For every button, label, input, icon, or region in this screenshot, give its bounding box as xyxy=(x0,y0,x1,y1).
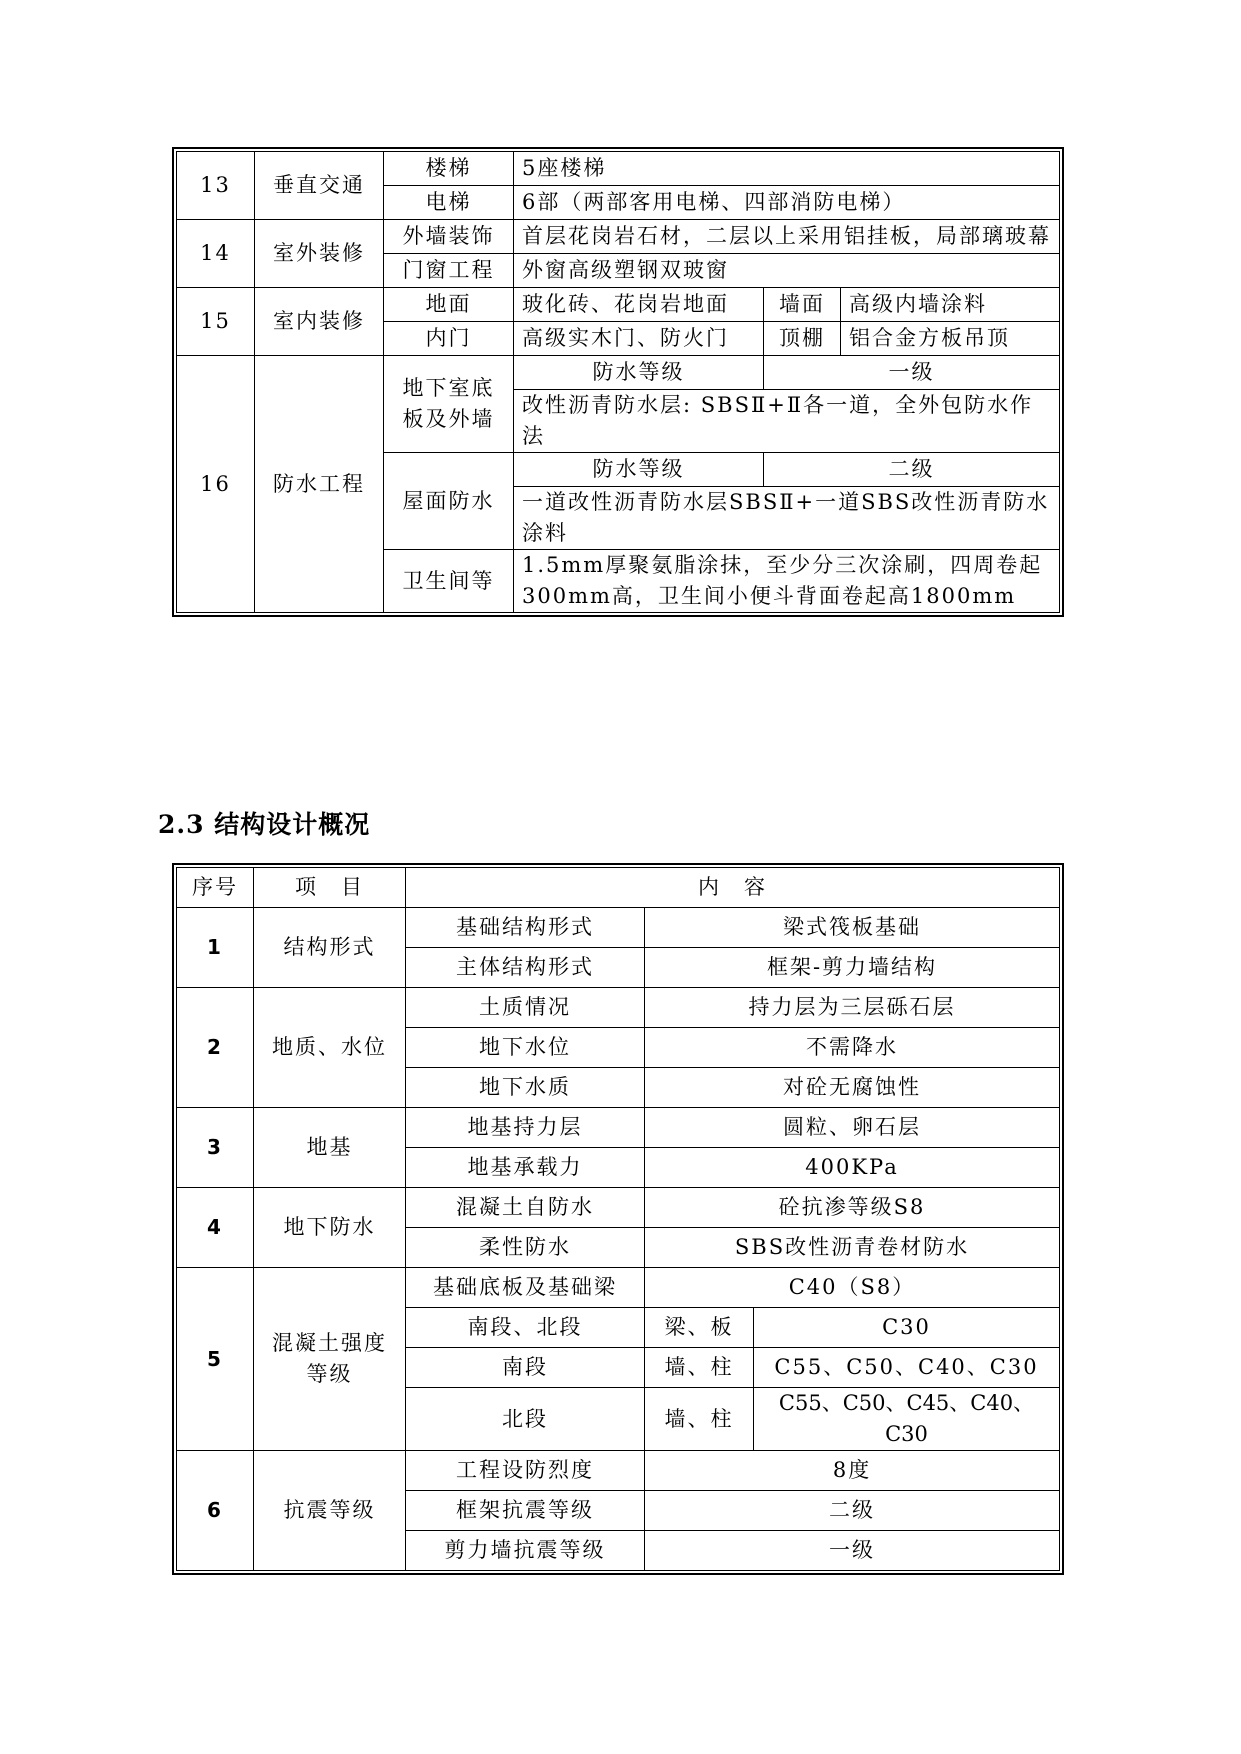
row-number: 13 xyxy=(177,152,255,220)
content-cell: 高级内墙涂料 xyxy=(841,288,1060,322)
content-cell: 高级实木门、防火门 xyxy=(514,322,764,356)
item-cell: 门窗工程 xyxy=(384,254,514,288)
content-cell: 5座楼梯 xyxy=(514,152,1060,186)
item-cell: 剪力墙抗震等级 xyxy=(406,1531,645,1571)
content-cell: 首层花岗岩石材，二层以上采用铝挂板，局部璃玻幕 xyxy=(514,220,1060,254)
row-number: 2 xyxy=(177,988,254,1108)
item-cell: 北段 xyxy=(406,1388,645,1451)
part-cell: 梁、板 xyxy=(645,1308,754,1348)
table-row xyxy=(177,1268,1060,1308)
item-cell: 地下水质 xyxy=(406,1068,645,1108)
category-cell: 垂直交通 xyxy=(255,152,384,220)
row-number: 4 xyxy=(177,1188,254,1268)
value-cell: SBS改性沥青卷材防水 xyxy=(645,1228,1060,1268)
header-no: 序号 xyxy=(177,868,254,908)
item-cell: 楼梯 xyxy=(384,152,514,186)
table-row xyxy=(177,220,1060,254)
item-cell: 混凝土自防水 xyxy=(406,1188,645,1228)
structure-design-table xyxy=(176,867,1060,1571)
item-cell: 地面 xyxy=(384,288,514,322)
value-cell: 砼抗渗等级S8 xyxy=(645,1188,1060,1228)
item-cell: 南段、北段 xyxy=(406,1308,645,1348)
item-cell: 土质情况 xyxy=(406,988,645,1028)
table-row xyxy=(177,356,1060,390)
content-cell: 一道改性沥青防水层SBSⅡ+一道SBS改性沥青防水涂料 xyxy=(514,487,1060,550)
row-number: 15 xyxy=(177,288,255,356)
row-number: 1 xyxy=(177,908,254,988)
value-cell: 梁式筏板基础 xyxy=(645,908,1060,948)
content-cell: 改性沥青防水层: SBSⅡ+Ⅱ各一道，全外包防水作法 xyxy=(514,390,1060,453)
table-row xyxy=(177,988,1060,1028)
item-cell: 电梯 xyxy=(384,186,514,220)
section-heading: 2.3 结构设计概况 xyxy=(158,810,371,839)
category-cell: 混凝土强度等级 xyxy=(254,1268,406,1451)
value-cell: 400KPa xyxy=(645,1148,1060,1188)
item-cell: 地基承载力 xyxy=(406,1148,645,1188)
item-cell: 地基持力层 xyxy=(406,1108,645,1148)
value-cell: 8度 xyxy=(645,1451,1060,1491)
category-cell: 地下防水 xyxy=(254,1188,406,1268)
item-cell: 屋面防水 xyxy=(384,453,514,550)
value-cell: C55、C50、C45、C40、C30 xyxy=(754,1388,1060,1451)
part-cell: 墙、柱 xyxy=(645,1348,754,1388)
value-cell: C40（S8） xyxy=(645,1268,1060,1308)
item-cell: 地下室底板及外墙 xyxy=(384,356,514,453)
row-number: 5 xyxy=(177,1268,254,1451)
value-cell: C30 xyxy=(754,1308,1060,1348)
value-cell: 框架-剪力墙结构 xyxy=(645,948,1060,988)
content-cell: 玻化砖、花岗岩地面 xyxy=(514,288,764,322)
value-cell: 二级 xyxy=(645,1491,1060,1531)
category-cell: 地质、水位 xyxy=(254,988,406,1108)
table-row xyxy=(177,1188,1060,1228)
item-cell: 内门 xyxy=(384,322,514,356)
item-cell: 墙面 xyxy=(764,288,841,322)
value-cell: 对砼无腐蚀性 xyxy=(645,1068,1060,1108)
category-cell: 室外装修 xyxy=(255,220,384,288)
table-row xyxy=(177,1108,1060,1148)
item-cell: 卫生间等 xyxy=(384,550,514,613)
row-number: 6 xyxy=(177,1451,254,1571)
item-cell: 南段 xyxy=(406,1348,645,1388)
category-cell: 结构形式 xyxy=(254,908,406,988)
item-cell: 框架抗震等级 xyxy=(406,1491,645,1531)
header-content: 内 容 xyxy=(406,868,1060,908)
content-cell: 铝合金方板吊顶 xyxy=(841,322,1060,356)
category-cell: 地基 xyxy=(254,1108,406,1188)
category-cell: 抗震等级 xyxy=(254,1451,406,1571)
value-cell: 一级 xyxy=(645,1531,1060,1571)
row-number: 3 xyxy=(177,1108,254,1188)
row-number: 16 xyxy=(177,356,255,613)
value-cell: 不需降水 xyxy=(645,1028,1060,1068)
table-row xyxy=(177,1451,1060,1491)
level-label-cell: 防水等级 xyxy=(514,356,764,390)
item-cell: 基础结构形式 xyxy=(406,908,645,948)
table-header-row xyxy=(177,868,1060,908)
part-cell: 墙、柱 xyxy=(645,1388,754,1451)
item-cell: 工程设防烈度 xyxy=(406,1451,645,1491)
table-row xyxy=(177,152,1060,186)
table-row xyxy=(177,908,1060,948)
item-cell: 顶棚 xyxy=(764,322,841,356)
content-cell: 1.5mm厚聚氨脂涂抹，至少分三次涂刷，四周卷起300mm高，卫生间小便斗背面卷起高1800mm xyxy=(514,550,1060,613)
level-label-cell: 防水等级 xyxy=(514,453,764,487)
table-row xyxy=(177,288,1060,322)
category-cell: 防水工程 xyxy=(255,356,384,613)
value-cell: 持力层为三层砾石层 xyxy=(645,988,1060,1028)
row-number: 14 xyxy=(177,220,255,288)
content-cell: 6部（两部客用电梯、四部消防电梯） xyxy=(514,186,1060,220)
item-cell: 主体结构形式 xyxy=(406,948,645,988)
value-cell: 圆粒、卵石层 xyxy=(645,1108,1060,1148)
level-value-cell: 一级 xyxy=(764,356,1060,390)
header-item: 项 目 xyxy=(254,868,406,908)
item-cell: 柔性防水 xyxy=(406,1228,645,1268)
category-cell: 室内装修 xyxy=(255,288,384,356)
item-cell: 地下水位 xyxy=(406,1028,645,1068)
building-spec-table xyxy=(176,151,1060,613)
item-cell: 基础底板及基础梁 xyxy=(406,1268,645,1308)
value-cell: C55、C50、C40、C30 xyxy=(754,1348,1060,1388)
content-cell: 外窗高级塑钢双玻窗 xyxy=(514,254,1060,288)
item-cell: 外墙装饰 xyxy=(384,220,514,254)
level-value-cell: 二级 xyxy=(764,453,1060,487)
